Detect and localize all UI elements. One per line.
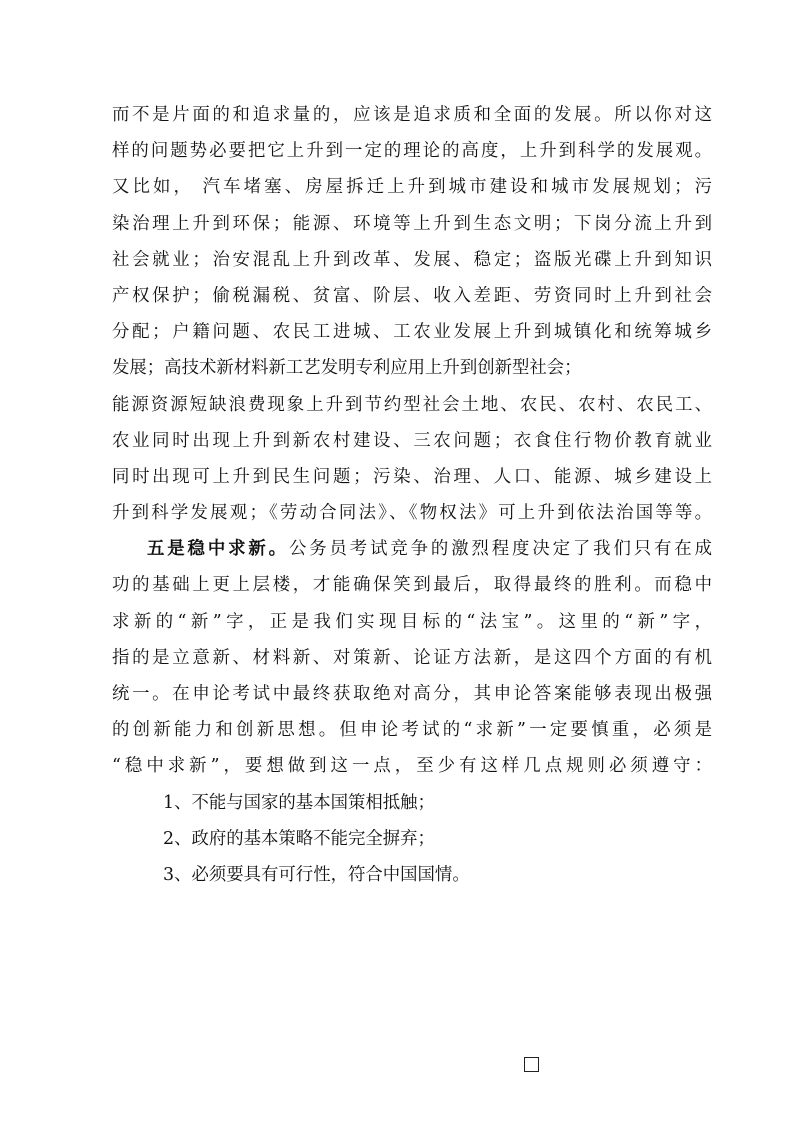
text-line: 功的基础上更上层楼，才能确保笑到最后，取得最终的胜利。而稳中 xyxy=(112,575,712,596)
text-line: 产权保护；偷税漏税、贫富、阶层、收入差距、劳资同时上升到社会 xyxy=(112,285,712,306)
page-number-box xyxy=(524,1057,539,1072)
text-line: 的创新能力和创新思想。但申论考试的“求新”一定要慎重，必须是 xyxy=(112,720,712,741)
text-line: 发展；高技术新材料新工艺发明专利应用上升到创新型社会； xyxy=(112,358,582,379)
text-line: 求新的“新”字，正是我们实现目标的“法宝”。这里的“新”字， xyxy=(112,611,712,632)
document-body xyxy=(112,97,712,893)
text-line: 染治理上升到环保；能源、环境等上升到生态文明；下岗分流上升到 xyxy=(112,213,712,234)
text-line xyxy=(112,531,712,567)
paragraph-upgrade-examples xyxy=(112,97,712,387)
text-line: 又比如， 汽车堵塞、房屋拆迁上升到城市建设和城市发展规划；污 xyxy=(112,177,712,198)
section-heading: 五是稳中求新。 xyxy=(147,539,289,560)
text-line: 农业同时出现上升到新农村建设、三农问题；衣食住行物价教育就业 xyxy=(112,430,712,451)
text-line: 样的问题势必要把它上升到一定的理论的高度，上升到科学的发展观。 xyxy=(112,141,712,162)
text-line: “稳中求新”，要想做到这一点，至少有这样几点规则必须遵守： xyxy=(112,756,712,777)
paragraph-steady-innovation xyxy=(112,531,712,784)
text-line: 指的是立意新、材料新、对策新、论证方法新，是这四个方面的有机 xyxy=(112,647,712,668)
text-line: 升到科学发展观；《劳动合同法》、《物权法》可上升到依法治国等等。 xyxy=(112,503,712,524)
text-run: 公务员考试竞争的激烈程度决定了我们只有在成 xyxy=(288,539,712,560)
text-line: 能源资源短缺浪费现象上升到节约型社会土地、农民、农村、农民工、 xyxy=(112,394,712,415)
text-line: 分配；户籍问题、农民工进城、工农业发展上升到城镇化和统筹城乡 xyxy=(112,322,712,343)
paragraph-more-examples xyxy=(112,387,712,532)
text-line: 同时出现可上升到民生问题；污染、治理、人口、能源、城乡建设上 xyxy=(112,466,712,487)
text-line: 社会就业；治安混乱上升到改革、发展、稳定；盗版光碟上升到知识 xyxy=(112,249,712,270)
list-item: 2、政府的基本策略不能完全摒弃； xyxy=(163,828,435,849)
rules-list xyxy=(112,785,712,894)
list-item: 1、不能与国家的基本国策相抵触； xyxy=(163,792,435,813)
list-item: 3、必须要具有可行性，符合中国国情。 xyxy=(163,864,470,885)
text-line: 统一。在申论考试中最终获取绝对高分，其申论答案能够表现出极强 xyxy=(112,684,712,704)
text-line: 而不是片面的和追求量的，应该是追求质和全面的发展。所以你对这 xyxy=(112,105,712,125)
